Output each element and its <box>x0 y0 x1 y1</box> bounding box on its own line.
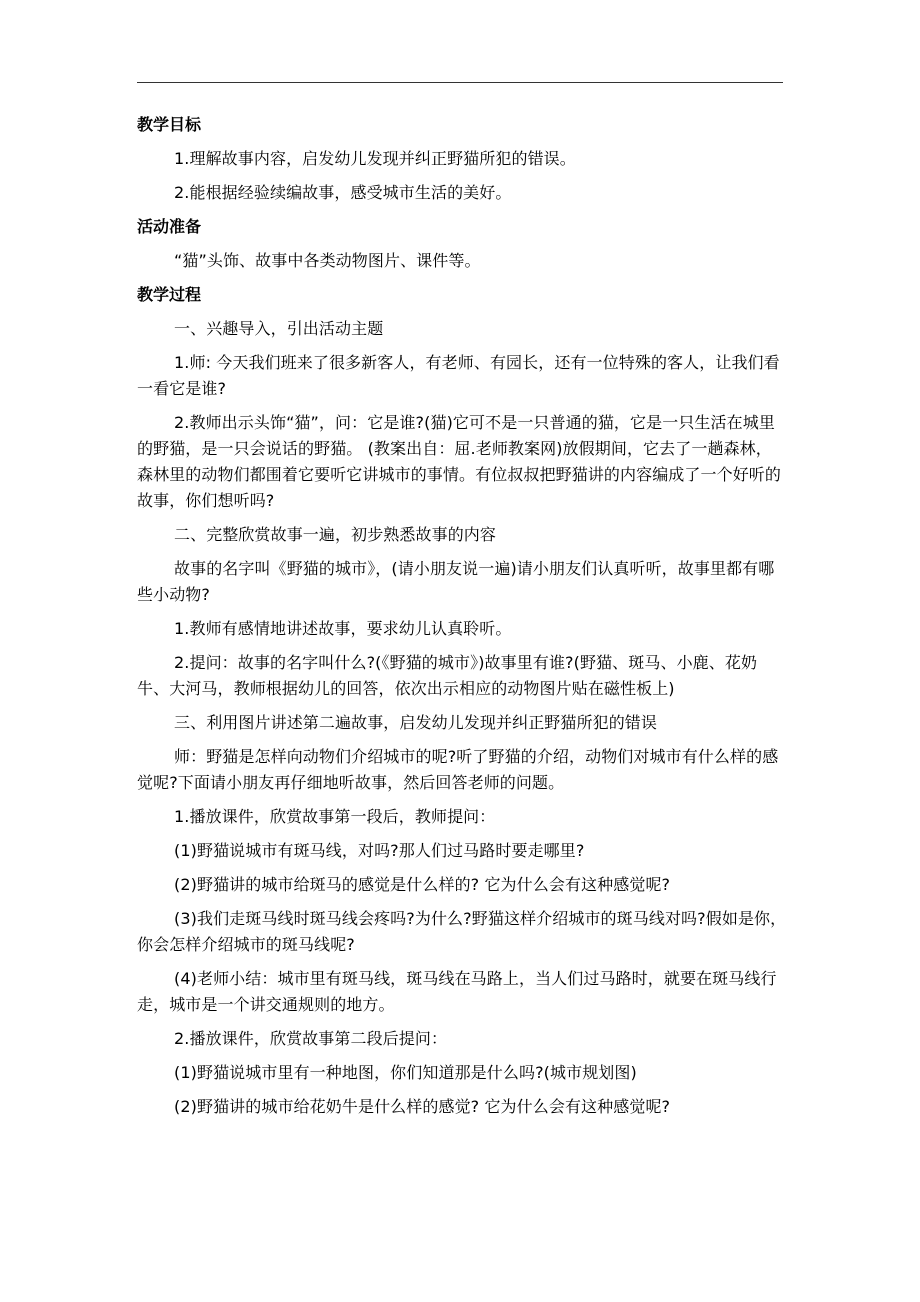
paragraph: (3)我们走斑马线时斑马线会疼吗?为什么?野猫这样介绍城市的斑马线对吗?假如是你，你会怎样介绍城市的斑马线呢? <box>137 909 787 954</box>
paragraph: (1)野猫说城市里有一种地图，你们知道那是什么吗?(城市规划图) <box>174 1063 637 1082</box>
paragraph: 1.播放课件，欣赏故事第一段后，教师提问： <box>174 807 496 826</box>
paragraph: (1)野猫说城市有斑马线，对吗?那人们过马路时要走哪里? <box>174 841 585 860</box>
paragraph: 2.提问：故事的名字叫什么?(《野猫的城市》)故事里有谁?(野猫、斑马、小鹿、花奶牛、大河马，教师根据幼儿的回答，依次出示相应的动物图片贴在磁性板上) <box>137 653 758 698</box>
header-rule <box>137 82 783 83</box>
section-heading-process: 教学过程 <box>137 285 202 304</box>
paragraph: 2.教师出示头饰“猫”，问：它是谁?(猫)它可不是一只普通的猫，它是一只生活在城里的野猫，是一只会说话的野猫。 (教案出自：屈.老师教案网)放假期间，它去了一趟森林，森林里的动物们都围着它要听它讲城市的事情。有位叔叔把野猫讲的内容编成了一个好听的故事，你们想听吗? <box>137 413 782 510</box>
paragraph: 一、兴趣导入，引出活动主题 <box>174 319 384 338</box>
document-body <box>137 112 787 1128</box>
paragraph: 师：野猫是怎样向动物们介绍城市的呢?听了野猫的介绍，动物们对城市有什么样的感觉呢?下面请小朋友再仔细地听故事，然后回答老师的问题。 <box>137 747 779 792</box>
paragraph: 1.教师有感情地讲述故事，要求幼儿认真聆听。 <box>174 619 512 638</box>
paragraph: 2.播放课件，欣赏故事第二段后提问： <box>174 1029 448 1048</box>
paragraph: 1.师: 今天我们班来了很多新客人，有老师、有园长，还有一位特殊的客人，让我们看一看它是谁? <box>137 353 780 398</box>
paragraph: (2)野猫讲的城市给斑马的感觉是什么样的? 它为什么会有这种感觉呢? <box>174 875 671 894</box>
paragraph: (2)野猫讲的城市给花奶牛是什么样的感觉? 它为什么会有这种感觉呢? <box>174 1097 671 1116</box>
paragraph: “猫”头饰、故事中各类动物图片、课件等。 <box>174 251 481 270</box>
paragraph: 2.能根据经验续编故事，感受城市生活的美好。 <box>174 183 512 202</box>
section-heading-preparation: 活动准备 <box>137 217 202 236</box>
paragraph: (4)老师小结：城市里有斑马线，斑马线在马路上，当人们过马路时，就要在斑马线行走，城市是一个讲交通规则的地方。 <box>137 969 777 1014</box>
section-heading-goals: 教学目标 <box>137 115 202 134</box>
paragraph: 三、利用图片讲述第二遍故事，启发幼儿发现并纠正野猫所犯的错误 <box>174 713 658 732</box>
paragraph: 故事的名字叫《野猫的城市》，(请小朋友说一遍)请小朋友们认真听听，故事里都有哪些小动物? <box>137 559 775 604</box>
paragraph: 二、完整欣赏故事一遍，初步熟悉故事的内容 <box>174 525 497 544</box>
paragraph: 1.理解故事内容，启发幼儿发现并纠正野猫所犯的错误。 <box>174 149 576 168</box>
